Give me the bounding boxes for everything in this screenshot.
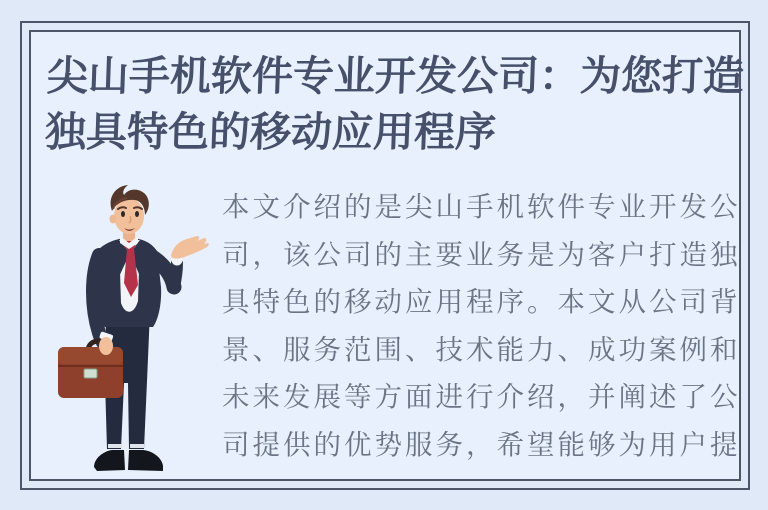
article-title	[44, 48, 748, 160]
body-line: 景、服务范围、技术能力、成功案例和	[222, 333, 738, 366]
article-title-line: 尖山手机软件专业开发公司：为您打造	[46, 52, 745, 100]
article-body	[222, 184, 738, 470]
article-title-line: 独具特色的移动应用程序	[44, 108, 497, 156]
body-line: 未来发展等方面进行介绍，并阐述了公	[222, 381, 738, 414]
businessman-illustration	[50, 183, 220, 478]
body-line: 司，该公司的主要业务是为客户打造独	[222, 238, 738, 271]
body-line: 具特色的移动应用程序。本文从公司背	[222, 286, 738, 319]
body-line: 本文介绍的是尖山手机软件专业开发公	[222, 191, 738, 223]
body-line: 司提供的优势服务，希望能够为用户提	[222, 428, 738, 461]
